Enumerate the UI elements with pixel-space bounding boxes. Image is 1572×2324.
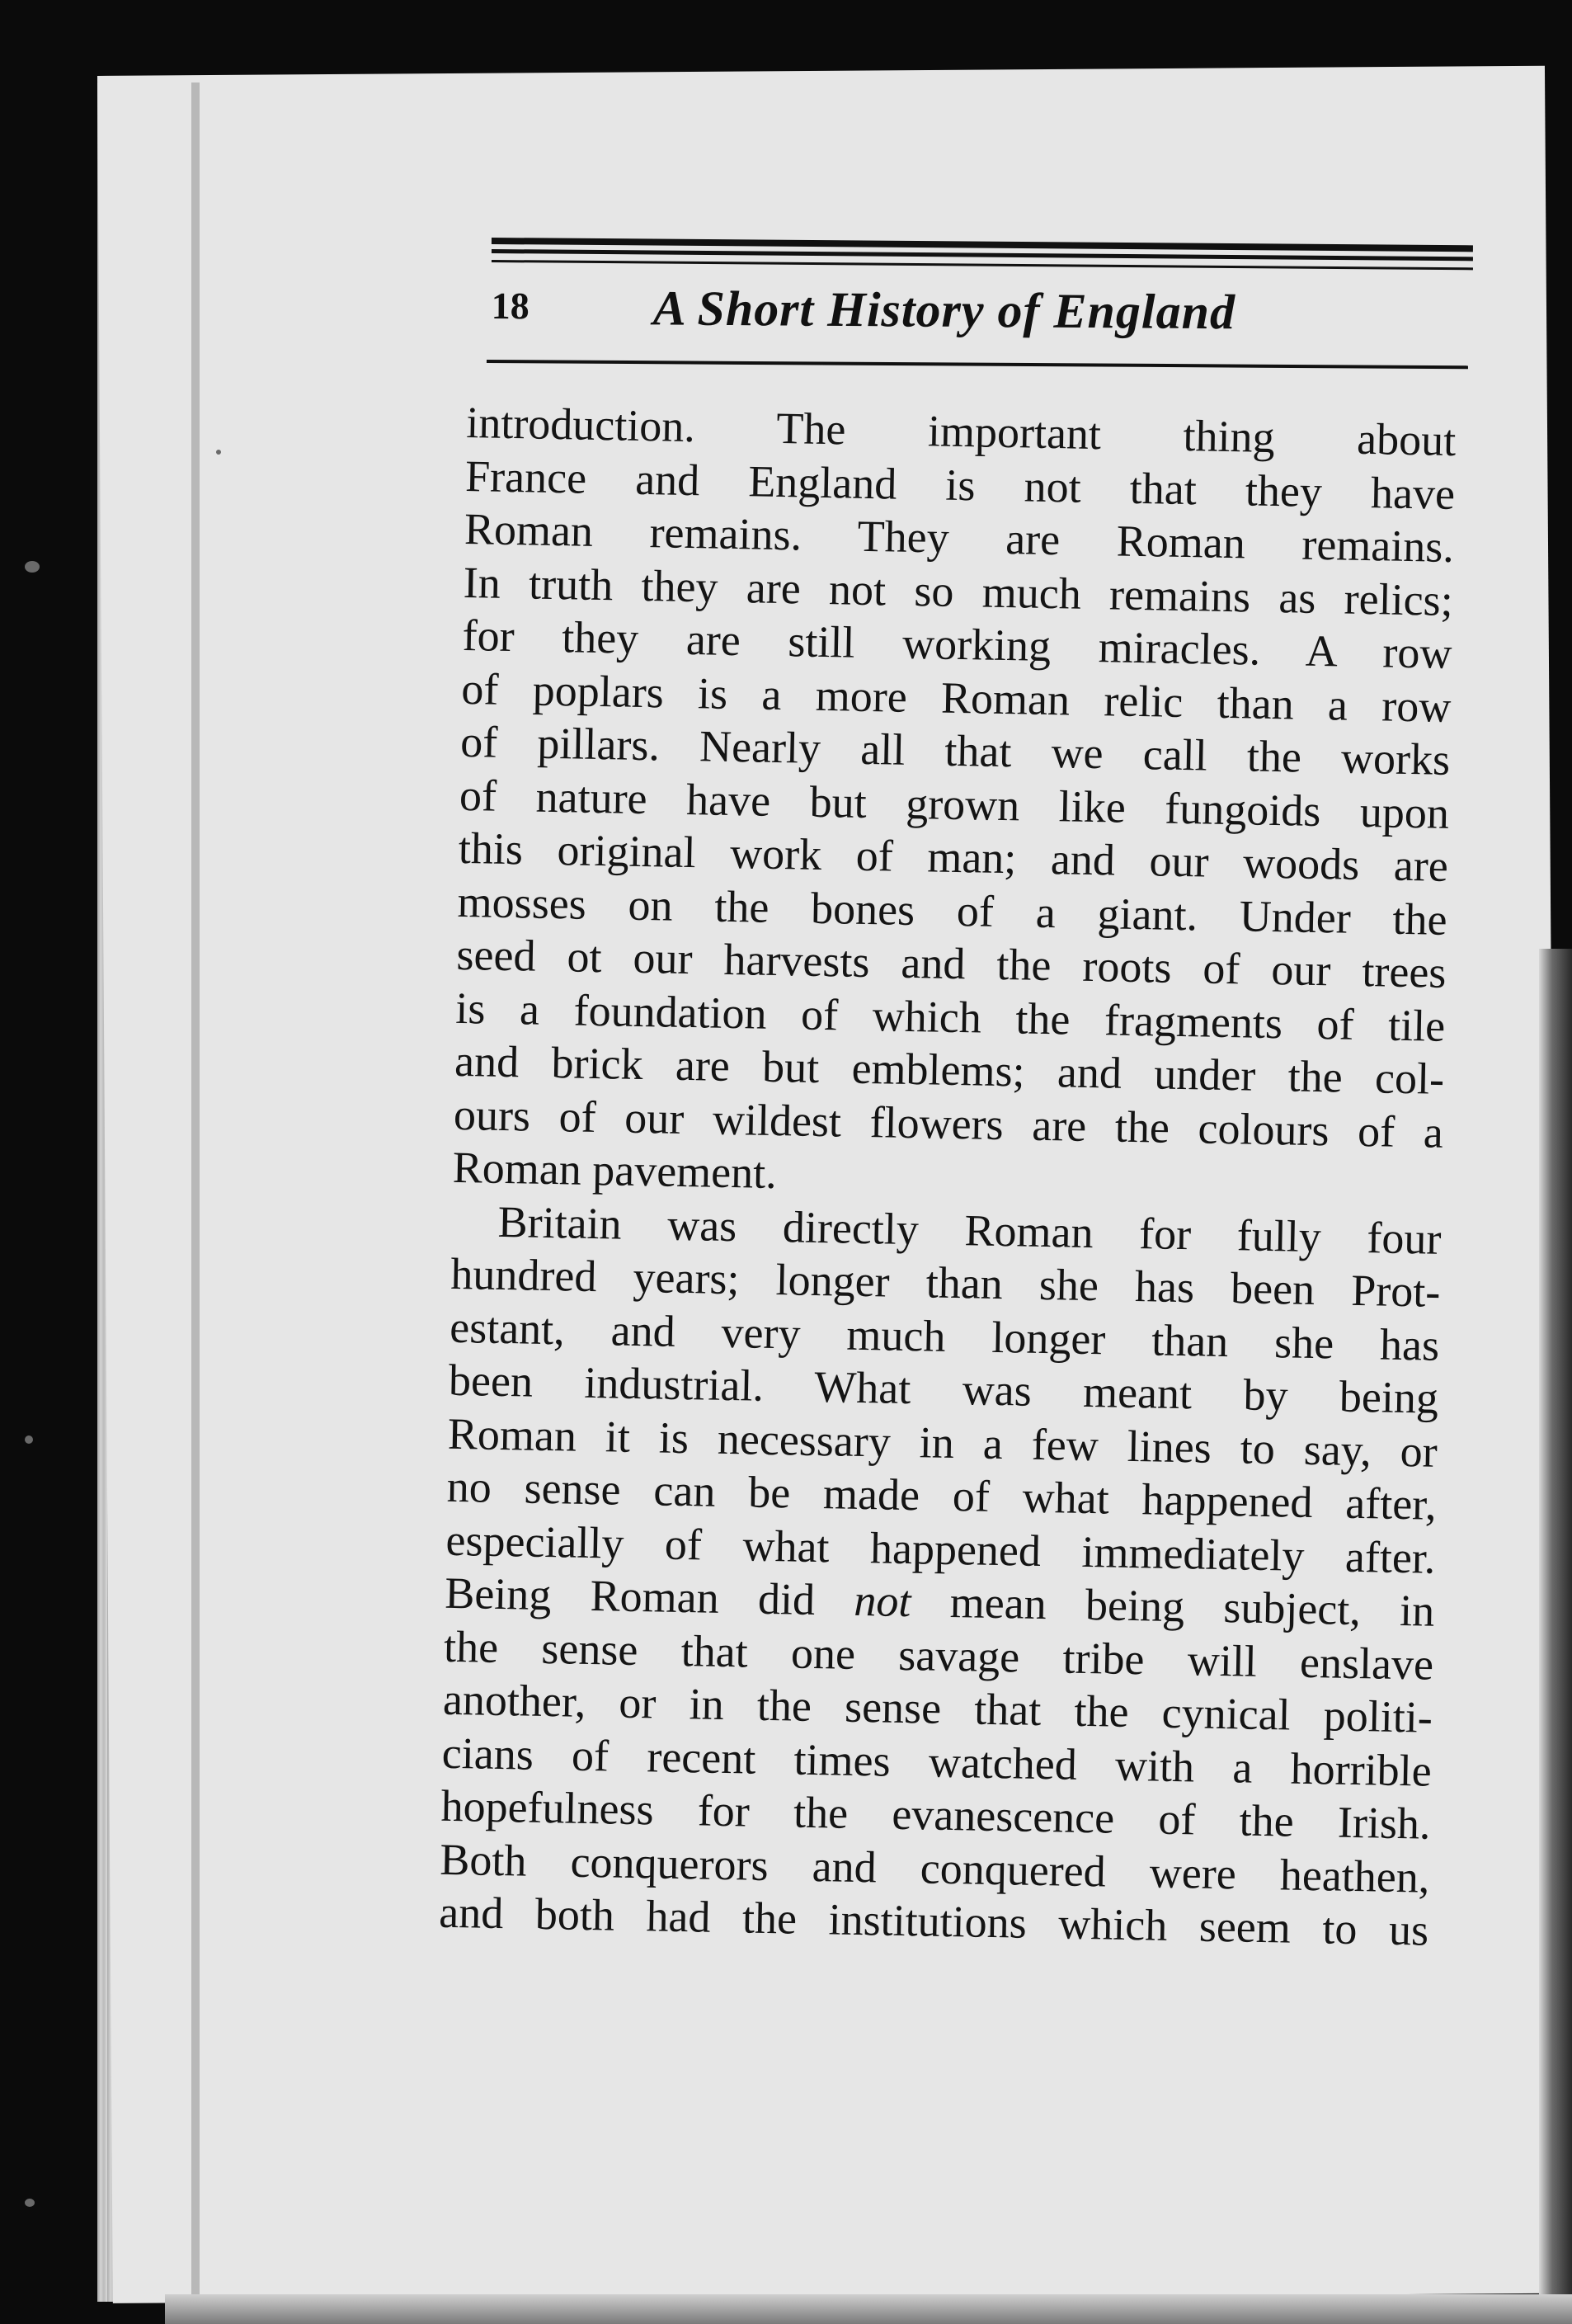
text-line: another, or in the sense that the cynical politi- [442,1674,1433,1742]
text-line: of nature have but grown like fungoids upon [459,770,1450,838]
text-line: France and England is not that they have [464,450,1456,519]
running-header [491,279,1473,351]
text-line: mosses on the bones of a giant. Under the [457,876,1448,945]
text-line: Roman pavement. [452,1142,778,1199]
text-line: Britain was directly Roman for fully four [497,1196,1443,1264]
text-line: hundred years; longer than she has been Prot- [449,1248,1441,1317]
text-segment: Being Roman did [444,1567,816,1624]
text-line: especially of what happened immediately after. [445,1515,1436,1583]
page-stack-edge-bottom [165,2294,1572,2324]
italic-emphasis: not [853,1575,911,1627]
text-line: is a foundation of which the fragments of tile [454,983,1446,1051]
text-line: of pillars. Nearly all that we call the works [459,716,1451,785]
scan-speck [25,561,40,573]
text-line: been industrial. What was meant by being [448,1355,1439,1423]
text-line: estant, and very much longer than she has [449,1302,1440,1370]
text-line: hopefulness for the evanescence of the Irish. [440,1780,1432,1849]
page-number: 18 [491,284,529,328]
text-line: Roman it is necessary in a few lines to say, or [447,1408,1438,1477]
text-line: seed ot our harvests and the roots of our trees [456,929,1447,997]
text-line: for they are still working miracles. A row [462,610,1453,678]
text-line: Both conquerors and conquered were heathen, [439,1834,1430,1902]
text-line: Roman remains. They are Roman remains. [464,503,1455,572]
text-line: no sense can be made of what happened after, [446,1461,1438,1530]
binding-shadow [191,82,200,2302]
text-line: cians of recent times watched with a horrible [441,1728,1433,1796]
text-line: of poplars is a more Roman relic than a row [460,663,1452,732]
text-line: ours of our wildest flowers are the colours of a [453,1089,1444,1157]
scan-speck [25,1435,33,1444]
text-line: introduction. The important thing about [465,397,1457,465]
scan-speck [216,450,221,455]
text-line: and brick are but emblems; and under the col- [454,1035,1445,1104]
text-line: In truth they are not so much remains as relics; [463,557,1454,625]
running-title: A Short History of England [652,280,1236,340]
text-line: this original work of man; and our woods are [458,823,1449,891]
body-text [439,396,1457,1957]
text-line: the sense that one savage tribe will enslave [443,1621,1434,1690]
page-stack-edge-right [1539,949,1572,2324]
text-line: and both had the institutions which seem to us [438,1887,1429,1955]
scan-speck [25,2199,35,2207]
text-segment: mean being subject, in [949,1577,1435,1636]
